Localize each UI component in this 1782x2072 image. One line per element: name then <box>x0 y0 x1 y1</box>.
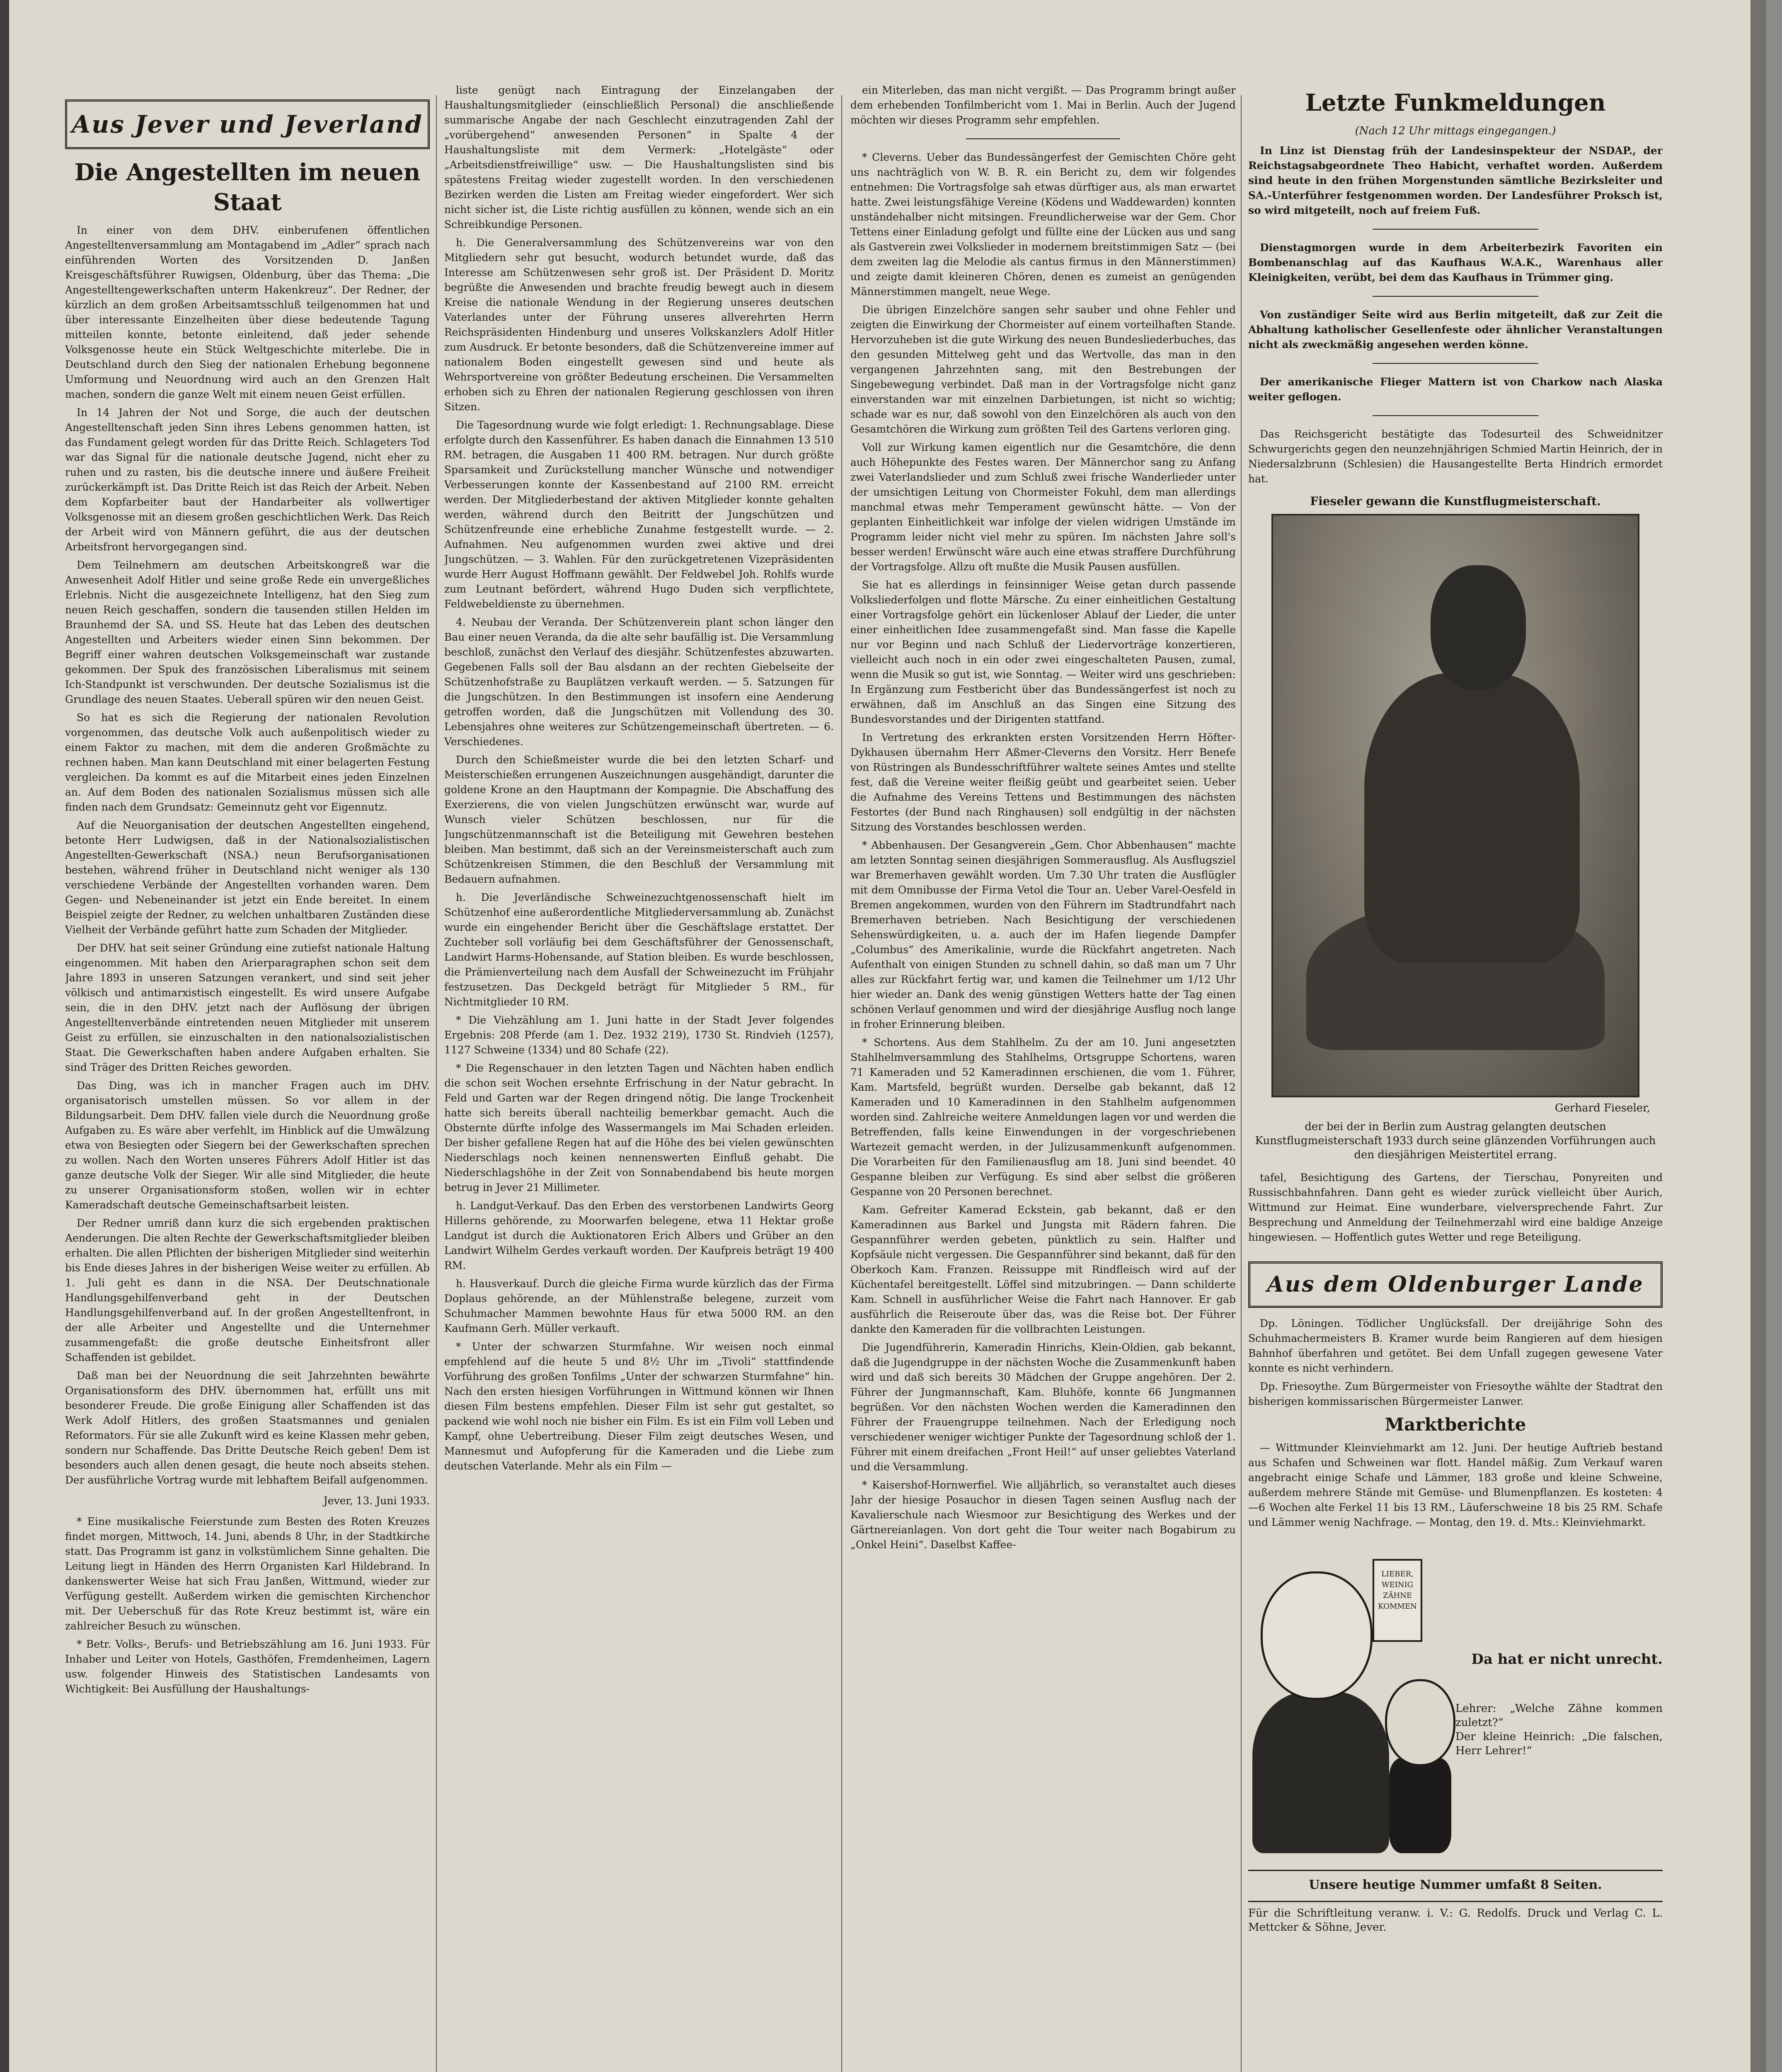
column-rule <box>841 95 842 2072</box>
headline-funkmeldungen: Letzte Funkmeldungen <box>1305 89 1606 116</box>
news-item: Sie hat es allerdings in feinsinniger Weise getan durch passende Volksliederfolgen und flotte Märsche. Zu einer einheitlichen Gestaltung einer Vortragsfolge gehört ein lückenloser Ablauf der Lieder, die unter einer einheitlichen Idee zusammengefaßt sind. Man fasse die Kapelle nur vor Beginn und nach Schluß der Liedervorträge konzertieren, vielleicht auch noch in ein oder zwei eingeschalteten Pausen, zumal, wenn die Musik so gut ist, wie Sonntag. — Weiter wird uns geschrieben: In Ergänzung zum Festbericht über das Bundessängerfest ist noch zu erwähnen, daß im Anschluß an das Singen eine Sitzung des Bundesvorstandes und der Dirigenten stattfand. <box>850 579 1236 725</box>
news-item: * Eine musikalische Feierstunde zum Besten des Roten Kreuzes findet morgen, Mittwoch, 14. Juni, abends 8 Uhr, in der Stadtkirche statt. Das Programm ist ganz in volkstümlichem Sinne gehalten. Die Leitung liegt in Händen des Herrn Organisten Karl Hildebrand. In dankenswerter Weise hat sich Frau Janßen, Wittmund, wieder zur Verfügung gestellt. Außerdem wirken die gemischten Kirchenchor mit. Der Ueberschuß für das Rote Kreuz bestimmt ist, wäre ein zahlreicher Besuch zu wünschen. <box>65 1515 430 1632</box>
news-item: h. Hausverkauf. Durch die gleiche Firma wurde kürzlich das der Firma Doplaus gehörende, an der Mühlenstraße belegene, zurzeit vom Schuhmacher Mammen bewohnte Haus für etwa 5000 RM. an den Kaufmann Gerh. Müller verkauft. <box>444 1278 834 1334</box>
scan-edge-left <box>0 0 9 2072</box>
article-paragraph: Der DHV. hat seit seiner Gründung eine zutiefst nationale Haltung eingenommen. Mit haben den Arierparagraphen schon seit dem Jahre 1893 in unseren Satzungen verankert, und sind seit jeher völkisch und antimarxistisch eingestellt. Es wird unsere Aufgabe sein, die in den DHV. jetzt nach der Auflösung der übrigen Angestelltenverbände eintretenden neuen Mitglieder mit unserem Geist zu erfüllen, sie einzuschalten in den nationalsozialistischen Staat. Die Gewerkschaften haben andere Aufgaben erhalten. Sie sind Träger des Dritten Reiches geworden. <box>65 942 430 1073</box>
column-1 <box>65 83 430 2072</box>
article-paragraph: Auf die Neuorganisation der deutschen Angestellten eingehend, betonte Herr Ludwigsen, daß in der Nationalsozialistischen Angestellten-Gewerkschaft (NSA.) neun Berufsorganisationen bestehen, während früher in Deutschland nicht weniger als 130 verschiedene Verbände der Angestellten vorhanden waren. Dem Gegen- und Nebeneinander ist jetzt ein Ende bereitet. In einem Beispiel zeigte der Redner, zu welchen unhaltbaren Zuständen diese Vielheit der Verbände geführt hatte zum Schaden der Mitglieder. <box>65 819 430 936</box>
article-paragraph: Daß man bei der Neuordnung die seit Jahrzehnten bewährte Organisationsform des DHV. übernommen hat, erfüllt uns mit besonderer Freude. Die große Einigung aller Schaffenden ist das Werk Adolf Hitlers, des großen Staatsmannes und genialen Reformators. Für sie alle Zukunft wird es keine Klassen mehr geben, sondern nur Schaffende. Das Dritte Deutsche Reich geben! Dem ist besonders auch allen denen gesagt, die heute noch abseits stehen. Der ausführliche Vortrag wurde mit lebhaftem Beifall aufgenommen. <box>65 1370 430 1486</box>
news-item: * Die Regenschauer in den letzten Tagen und Nächten haben endlich die schon seit Wochen ersehnte Erfrischung in der Natur gebracht. In Feld und Garten war der Regen dringend nötig. Die lange Trockenheit hatte sich bereits überall nachteilig bemerkbar gemacht. Auch die Obsternte dürfte infolge des Wassermangels im Mai Schaden erleiden. Der bisher gefallene Regen hat auf die Höhe des bei vielen gewünschten Niederschlags noch keinen nennenswerten Einfluß gehabt. Die Niederschlagshöhe in der Zeit von Sonnabendabend bis heute morgen betrug in Jever 21 Millimeter. <box>444 1062 834 1193</box>
news-item: Die übrigen Einzelchöre sangen sehr sauber und ohne Fehler und zeigten die Einwirkung der Chormeister auf einem vorteilhaften Stande. Hervorzuheben ist die gute Wirkung des neuen Bundesliederbuches, das den gesunden Mittelweg geht und das Wertvolle, das man in den vergangenen Jahrzehnten sang, mit den Bestrebungen der Singebewegung verbindet. Daß man in der Vortragsfolge nicht ganz einverstanden war mit einzelnen Darbietungen, ist nicht so wichtig; schade war es nur, daß sowohl von den Einzelchören als auch von den Gesamtchören die Wirkung zum größten Teil des Gartens verloren ging. <box>850 304 1236 435</box>
funk-subtitle: (Nach 12 Uhr mittags eingegangen.) <box>1355 125 1556 137</box>
column-2 <box>444 83 834 2072</box>
column-rule <box>436 95 437 2072</box>
cartoon-title: Da hat er nicht unrecht. <box>1471 1651 1663 1668</box>
news-item: Die Tagesordnung wurde wie folgt erledigt: 1. Rechnungsablage. Diese erfolgte durch den Kassenführer. Es haben danach die Einnahmen 13 510 RM. betragen, die Ausgaben 11 400 RM. betragen. Nur durch größte Sparsamkeit und Zurückstellung mancher Wünsche und notwendiger Verbesserungen konnte der Kassenbestand auf 2100 RM. erreicht werden. Der Mitgliederbestand der aktiven Mitglieder konnte gehalten werden, während durch den Beitritt der Jungschützen und Schützenfreunde eine erhebliche Zunahme festgestellt wurde. — 2. Aufnahmen. Neu aufgenommen wurden zwei aktive und drei Jungschützen. — 3. Wahlen. Für den zurückgetretenen Vizepräsidenten wurde Herr August Hoffmann gewählt. Der Feldwebel Joh. Rohlfs wurde zum Leutnant befördert, während Hugo Duden sich verpflichtete, Feldwebeldienste zu übernehmen. <box>444 419 834 610</box>
cartoon-boy-body <box>1389 1758 1451 1853</box>
separator <box>1373 296 1538 297</box>
separator <box>1373 229 1538 230</box>
news-item: * Unter der schwarzen Sturmfahne. Wir weisen noch einmal empfehlend auf die heute 5 und 8½ Uhr im „Tivoli“ stattfindende Vorführung des großen Tonfilms „Unter der schwarzen Sturmfahne“ hin. Nach den ersten hiesigen Vorführungen in Wittmund können wir Ihnen diesen Film bestens empfehlen. Dieser Film ist sehr gut gestaltet, so packend wie wohl noch nie bisher ein Film. Es ist ein Film voll Leben und Kampf, ohne Uebertreibung. Dieser Film zeigt deutsches Wesen, und Mannesmut und Aufopferung für die Kameraden und die Liebe zum deutschen Vaterlande. Mehr als ein Film — <box>444 1341 834 1472</box>
news-item: Dp. Löningen. Tödlicher Unglücksfall. Der dreijährige Sohn des Schuhmachermeisters B. Kramer wurde beim Rangieren auf dem hiesigen Bahnhof überfahren und getötet. Bei dem Unfall zugegen gewesene Vater konnte es nicht verhindern. <box>1248 1317 1663 1374</box>
headline-angestellte: Die Angestellten im neuen Staat <box>74 159 421 216</box>
news-item: h. Die Generalversammlung des Schützenvereins war von den Mitgliedern sehr gut besucht, wodurch betundet wurde, daß das Interesse am Schützenwesen sehr groß ist. Der Präsident D. Moritz begrüßte die Anwesenden und brachte freudig bewegt auch in diesem Kreise die nationale Wendung in der Regierung unseres deutschen Vaterlandes unter der Führung unseres allverehrten Herrn Reichspräsidenten Hindenburg und unseres Volkskanzlers Adolf Hitler zum Ausdruck. Er betonte besonders, daß die Schützenvereine immer auf nationalem Boden eingestellt gewesen sind und heute als Wehrsportvereine von größter Bedeutung erscheinen. Die Versammelten erhoben sich zu Ehren der nationalen Regierung geschlossen von ihren Sitzen. <box>444 237 834 413</box>
funk-item: Von zuständiger Seite wird aus Berlin mitgeteilt, daß zur Zeit die Abhaltung katholischer Gesellenfeste oder ähnlicher Veranstaltungen nicht als zweckmäßig angesehen werden könne. <box>1248 309 1663 351</box>
photo-figure-body <box>1364 673 1580 963</box>
column-rule <box>1241 95 1242 2072</box>
photo-caption: der bei der in Berlin zum Austrag gelangten deutschen Kunstflugmeisterschaft 1933 durch seine glänzenden Vorführungen auch den diesjährigen Meistertitel errang. <box>1255 1121 1656 1161</box>
news-item: h. Landgut-Verkauf. Das den Erben des verstorbenen Landwirts Georg Hillerns gehörende, zu Moorwarfen belegene, etwa 11 Hektar große Landgut ist durch die Auktionatoren Erich Albers und Grüber an den Landwirt Wilhelm Gerdes verkauft worden. Der Kaufpreis beträgt 19 400 RM. <box>444 1200 834 1271</box>
news-item: Die Jugendführerin, Kameradin Hinrichs, Klein-Oldien, gab bekannt, daß die Jugendgruppe in der nächsten Woche die Zusammenkunft haben wird und daß sich bereits 30 Mädchen der Gruppe angehören. Der 2. Führer der Jungmannschaft, Kam. Bluhöfe, konnte 66 Jungmannen begrüßen. Vor den nächsten Wochen werden die Kameradinnen den Führer der Frauengruppe teilnehmen. Nach der Erledigung noch verschiedener weniger wichtiger Punkte der Tagesordnung schloß der 1. Führer mit einem dreifachen „Front Heil!“ auf unser geliebtes Vaterland und die Versammlung. <box>850 1341 1236 1473</box>
section-header-jever: Aus Jever und Jeverland <box>65 99 430 149</box>
photo-title: Fieseler gewann die Kunstflugmeisterschaft. <box>1310 494 1601 508</box>
news-item: Voll zur Wirkung kamen eigentlich nur die Gesamtchöre, die denn auch Höhepunkte des Festes waren. Der Männerchor sang zu Anfang zwei Vaterlandslieder und zum Schluß zwei frische Wanderlieder unter der umsichtigen Leitung von Chormeister Fokuhl, dem man allerdings manchmal etwas mehr Temperament gewünscht hätte. — Von der geplanten Einheitlichkeit war infolge der vielen widrigen Umstände im Programm leider nicht viel mehr zu spüren. Im nächsten Jahre soll's besser werden! Erwünscht wäre auch eine etwas straffere Durchführung der Vortragsfolge. Allzu oft mußte die Musik Pausen ausfüllen. <box>850 441 1236 573</box>
column-3 <box>850 83 1236 2072</box>
news-item: * Betr. Volks-, Berufs- und Betriebszählung am 16. Juni 1933. Für Inhaber und Leiter von Hotels, Gasthöfen, Fremdenheimen, Lagern usw. folgender Hinweis des Statistischen Landesamts von Wichtigkeit: Bei Ausfüllung der Haushaltungs- <box>65 1638 430 1695</box>
article-paragraph: So hat es sich die Regierung der nationalen Revolution vorgenommen, das deutsche Volk auch außenpolitisch wieder zu einem Faktor zu machen, mit dem die anderen Großmächte zu rechnen haben. Man kann Deutschland mit einer belagerten Festung vergleichen. Da kommt es auf die Mitarbeit eines jeden Einzelnen an. Auf dem Boden des nationalen Sozialismus müssen sich alle finden nach dem Grundsatz: Gemeinnutz geht vor Eigennutz. <box>65 712 430 813</box>
cartoon-boy-face <box>1385 1679 1455 1766</box>
cartoon-teacher-face <box>1261 1571 1373 1700</box>
article-paragraph: In 14 Jahren der Not und Sorge, die auch der deutschen Angestelltenschaft jeden Sinn ihres Lebens genommen hatten, ist das Fundament gelegt worden für das Dritte Reich. Schlageters Tod war das Signal für die nationale deutsche Jugend, nicht eher zu ruhen und zu rasten, bis die deutsche innere und äußere Freiheit zurückerkämpft ist. Das Dritte Reich ist das Reich der Arbeit. Neben dem Kopfarbeiter baut der Handarbeiter als vollwertiger Volksgenosse mit an diesem großen geschichtlichen Werk. Das Reich der Arbeit wird von Männern geführt, die aus der deutschen Arbeitsfront hervorgegangen sind. <box>65 407 430 553</box>
news-item: * Die Viehzählung am 1. Juni hatte in der Stadt Jever folgendes Ergebnis: 208 Pferde (am 1. Dez. 1932 219), 1730 St. Rindvieh (1257), 1127 Schweine (1334) und 80 Schafe (22). <box>444 1014 834 1056</box>
article-paragraph: tafel, Besichtigung des Gartens, der Tierschau, Ponyreiten und Russischbahnfahren. Dann geht es wieder zurück vielleicht über Aurich, Wittmund zur Heimat. Eine wunderbare, vielversprechende Fahrt. Zur Besprechung und Anmeldung der Teilnehmerzahl wird eine baldige Anzeige hingewiesen. — Hoffentlich gutes Wetter und rege Beteiligung. <box>1248 1172 1663 1243</box>
news-item: * Abbenhausen. Der Gesangverein „Gem. Chor Abbenhausen“ machte am letzten Sonntag seinen diesjährigen Sommerausflug. Als Ausflugsziel war Bremerhaven gewählt worden. Um 7.30 Uhr traten die Ausflügler mit dem Omnibusse der Firma Vetol die Tour an. Ueber Varel-Oesfeld in Bremen angekommen, wurden von den Führern im Stadtrundfahrt nach Bremerhaven betrieben. Nach Besichtigung der verschiedenen Sehenswürdigkeiten, u. a. auch der im Hafen liegende Dampfer „Columbus“ des Amerikalinie, wurde die Rückfahrt angetreten. Nach Aufenthalt von einigen Stunden zu schnell dahin, so daß man um 7 Uhr alles zur Rückfahrt fertig war, und kamen die Teilnehmer um 1/12 Uhr hier wieder an. Dank des wenig günstigen Wetters hatte der Tag einen schönen Verlauf genommen und wird der diesjährige Ausflug noch lange in froher Erinnerung bleiben. <box>850 839 1236 1030</box>
section-header-oldenburg: Aus dem Oldenburger Lande <box>1248 1261 1663 1308</box>
cartoon-sign: LIEBER, WEINIG ZÄHNE KOMMEN <box>1373 1559 1422 1642</box>
news-item: h. Die Jeverländische Schweinezuchtgenossenschaft hielt im Schützenhof eine außerordentliche Mitgliederversammlung ab. Zunächst wurde ein eingehender Bericht über die Geschäftslage erstattet. Der Zuchteber soll vorläufig bei dem Geschäftsführer der Genossenschaft, Landwirt Harms-Hohensande, auf Station bleiben. Es wurde beschlossen, die Prämienverteilung nach dem Ausfall der Schweinezucht im Frühjahr festzusetzen. Das Deckgeld beträgt für Mitglieder 5 RM., für Nichtmitglieder 10 RM. <box>444 891 834 1008</box>
news-item: Dp. Friesoythe. Zum Bürgermeister von Friesoythe wählte der Stadtrat den bisherigen kommissarischen Bürgermeister Lanwer. <box>1248 1380 1663 1407</box>
article-paragraph: liste genügt nach Eintragung der Einzelangaben der Haushaltungsmitglieder (einschließlich Personal) die anschließende summarische Angabe der nach Geschlecht einzutragenden Zahl der „vorübergehend“ anwesenden Personen“ in Spalte 4 der Haushaltungsliste mit dem Vermerk: „Hotelgäste“ oder „Arbeitsdienstfreiwillige“ usw. — Die Haushaltungslisten sind bis spätestens Freitag wieder zugestellt worden. In den verschiedenen Bezirken werden die Listen am Freitag wieder eingefordert. Wer sich nicht sicher ist, die Liste richtig ausfüllen zu können, wende sich an ein Schreibkundige Personen. <box>444 84 834 230</box>
news-item: Kam. Gefreiter Kamerad Eckstein, gab bekannt, daß er den Kameradinnen aus Barkel und Jungsta mit Rädern fahren. Die Gespannführer werden gebeten, pünktlich zu sein. Halfter und Kopfsäule nicht vergessen. Die Gespannführer sind bekannt, daß für den Oberkoch Kam. Franzen. Reissuppe mit Rindfleisch wird auf der Küchentafel bereitgestellt. Löffel sind mitzubringen. — Dann schilderte Kam. Schnell in ausführlicher Weise die Fahrt nach Hannover. Er gab ausführlich die Reiseroute über das, was die Reise bot. Der Führer dankte den Kameraden für die vollbrachten Leistungen. <box>850 1204 1236 1335</box>
news-item: * Schortens. Aus dem Stahlhelm. Zu der am 10. Juni angesetzten Stahlhelmversammlung des Stahlhelms, Ortsgruppe Schortens, waren 71 Kameraden und 52 Kameradinnen erschienen, die vom 1. Führer, Kam. Martsfeld, begrüßt wurden. Derselbe gab bekannt, daß 12 Kameraden und 10 Kameradinnen in den Stahlhelm aufgenommen worden sind. Zahlreiche weitere Anmeldungen lagen vor und werden die Betreffenden, falls keine Einwendungen in der vorgeschriebenen Wartezeit gemacht werden, in der Julizusammenkunft aufgenommen. Die Vorarbeiten für den Familienausflug am 18. Juni sind beendet. 40 Gespanne bleiben zur Verfügung. Es sind aber selbst die größeren Gespanne von 20 Personen berechnet. <box>850 1036 1236 1198</box>
dateline: Jever, 13. Juni 1933. <box>323 1495 430 1507</box>
article-paragraph: Dem Teilnehmern am deutschen Arbeitskongreß war die Anwesenheit Adolf Hitler und seine große Rede ein unvergeßliches Erlebnis. Nicht die ausgezeichnete Intelligenz, hat den Sieg zum neuen Reich geschaffen, sondern die tausenden stillen Helden im Braunhemd der SA. und SS. Heute hat das Leben des deutschen Angestellten und Arbeiters wieder einen Sinn bekommen. Der Begriff einer wahren deutschen Volksgemeinschaft war zustande gekommen. Der Spuk des französischen Liberalismus mit seinem Ich-Standpunkt ist verschwunden. Der deutsche Sozialismus ist die Grundlage des neuen Staates. Ueberall spüren wir den neuen Geist. <box>65 559 430 705</box>
article-paragraph: Das Ding, was ich in mancher Fragen auch im DHV. organisatorisch umstellen müssen. So vor allem in der Bildungsarbeit. Dem DHV. fallen viele durch die Neuordnung große Aufgaben zu. Es wäre aber verfehlt, im Hinblick auf die Umwälzung etwa von Besiegten oder Siegern bei der Gewerkschaften sprechen zu wollen. Nach den Worten unseres Führers Adolf Hitler ist das ganze deutsche Volk der Sieger. Wir alle sind Mitglieder, die heute zu unserer Organisationsform stoßen, wollen wir in echter Kameradschaft deutsche Gemeinschaftsarbeit leisten. <box>65 1080 430 1211</box>
photo-figure-head <box>1431 565 1526 690</box>
imprint: Für die Schriftleitung veranw. i. V.: G. Redolfs. Druck und Verlag C. L. Mettcker & Söhne, Jever. <box>1248 1901 1663 1934</box>
funk-item: Das Reichsgericht bestätigte das Todesurteil des Schweidnitzer Schwurgerichts gegen den neunzehnjährigen Schmied Martin Heinrich, der in Niedersalzbrunn (Schlesien) die Hausangestellte Berta Hindrich ermordet hat. <box>1248 428 1663 485</box>
article-paragraph: ein Miterleben, das man nicht vergißt. — Das Programm bringt außer dem erhebenden Tonfilmbericht vom 1. Mai in Berlin. Auch der Jugend möchten wir dieses Programm sehr empfehlen. <box>850 84 1236 126</box>
cartoon-teacher-line: Lehrer: „Welche Zähne kommen zuletzt?“ <box>1455 1702 1663 1729</box>
funk-item: In Linz ist Dienstag früh der Landesinspekteur der NSDAP., der Reichstagsabgeordnete Theo Habicht, verhaftet worden. Außerdem sind heute in den frühen Morgenstunden sämtliche Bezirksleiter und SA.-Unterführer festgenommen worden. Der Landesführer Proksch ist, so wird mitgeteilt, noch auf freiem Fuß. <box>1248 145 1663 216</box>
news-item: 4. Neubau der Veranda. Der Schützenverein plant schon länger den Bau einer neuen Veranda, da die alte sehr baufällig ist. Die Versammlung beschloß, zunächst den Verlauf des diesjähr. Schützenfestes abzuwarten. Gegebenen Falls soll der Bau alsdann an der rechten Giebelseite der Schützenhofstraße zu Bauplätzen verkauft werden. — 5. Satzungen für die Jungschützen. In den Bestimmungen ist insofern eine Aenderung getroffen worden, daß die Jungschützen mit Vollendung des 30. Lebensjahres ohne weiteres zur Schützengemeinschaft übertreten. — 6. Verschiedenes. <box>444 616 834 748</box>
cartoon-pupil-line: Der kleine Heinrich: „Die falschen, Herr Lehrer!“ <box>1455 1731 1663 1757</box>
separator <box>1373 363 1538 364</box>
cartoon-text <box>1455 1650 1663 1758</box>
cartoon-teacher-body <box>1252 1692 1389 1853</box>
article-paragraph: In einer von dem DHV. einberufenen öffentlichen Angestelltenversammlung am Montagabend im „Adler“ sprach nach einführenden Worten des Vorsitzenden D. Janßen Kreisgeschäftsführer Ruwigsen, Oldenburg, über das Thema: „Die Angestelltengewerkschaften unterm Hakenkreuz“. Der Redner, der kürzlich an dem großen Arbeitsamtsschluß teilgenommen hat und über interessante Einzelheiten über diese bedeutende Tagung mitteilen konnte, betonte einleitend, daß jeder sehende Volksgenosse heute ein Stück Weltgeschichte miterlebe. Die in Deutschland durch den Sieg der nationalen Erhebung begonnene Umformung und Neuordnung wird auch an den Grenzen Halt machen, sondern die ganze Welt mit einem neuen Geist erfüllen. <box>65 224 430 400</box>
article-paragraph: Der Redner umriß dann kurz die sich ergebenden praktischen Aenderungen. Die alten Rechte der Gewerkschaftsmitglieder bleiben erhalten. Die allen Pflichten der bisherigen Mitglieder sind weiterhin bis Ende dieses Jahres in der bisherigen Weise weiter zu erfüllen. Ab 1. Juli geht es dann in die NSA. Der Deutschnationale Handlungsgehilfenverband geht in der Deutschen Handlungsgehilfenverband auf. In der großen Angestelltenfront, in der alle Arbeiter und Angestellte und die Unternehmer zusammengefaßt: die große deutsche Einheitsfront aller Schaffenden ist gebildet. <box>65 1217 430 1363</box>
separator <box>1373 415 1538 416</box>
funk-item: Dienstagmorgen wurde in dem Arbeiterbezirk Favoriten ein Bombenanschlag auf das Kaufhaus W.A.K., Warenhaus aller Kleinigkeiten, verübt, bei dem das Kaufhaus in Trümmer ging. <box>1248 242 1663 283</box>
page-count-notice: Unsere heutige Nummer umfaßt 8 Seiten. <box>1248 1870 1663 1893</box>
news-item: * Kaisershof-Hornwerfiel. Wie alljährlich, so veranstaltet auch dieses Jahr der hiesige Posauchor in diesen Tagen seinen Ausflug nach der Kavalierschule nach Wiesmoor zur Besichtigung des Werkes und der Gärtnereianlagen. Von dort geht die Tour weiter nach Bogabirum zu „Onkel Heini“. Daselbst Kaffee- <box>850 1479 1236 1551</box>
separator <box>966 138 1120 139</box>
scan-edge-right <box>1751 0 1766 2072</box>
news-item: * Cleverns. Ueber das Bundessängerfest der Gemischten Chöre geht uns nachträglich von W. B. R. ein Bericht zu, dem wir folgendes entnehmen: Die Vortragsfolge sah etwas dürftiger aus, als man erwartet hatte. Zwei leistungsfähige Vereine (Ködens und Waddewarden) konnten unständehalber nicht mitsingen. Freundlicherweise war der Gem. Chor Tettens einer Einladung gefolgt und füllte eine der Lücken aus und sang als Gastverein zwei Volkslieder in modernem breitstimmigen Satz — (bei dem zweiten lag die Melodie als cantus firmus in den Männerstimmen) und zeigte damit kleineren Chören, denen es zumeist an genügenden Männerstimmen mangelt, neue Wege. <box>850 151 1236 298</box>
funk-item: Der amerikanische Flieger Mattern ist von Charkow nach Alaska weiter geflogen. <box>1248 376 1663 403</box>
news-item: In Vertretung des erkrankten ersten Vorsitzenden Herrn Höfter-Dykhausen übernahm Herr Aßmer-Cleverns den Vorsitz. Herr Benefe von Rüstringen als Bundesschriftführer waltete seines Amtes und stellte fest, daß die Vereine weiter fleißig geübt und gearbeitet seien. Ueber die Aufnahme des Vereins Tettens und Bestimmungen des nächsten Festortes (der Bund nach Ringhausen) soll endgültig in der nächsten Sitzung des Vorstandes beschlossen werden. <box>850 731 1236 833</box>
portrait-photo <box>1271 514 1639 1097</box>
market-report: — Wittmunder Kleinviehmarkt am 12. Juni. Der heutige Auftrieb bestand aus Schafen und Schweinen war flott. Handel mäßig. Zum Verkauf waren angebracht einige Schafe und Lämmer, 183 große und kleine Schweine, außerdem mehrere Stände mit Gemüse- und Blumenpflanzen. Es kosteten: 4—6 Wochen alte Ferkel 11 bis 13 RM., Läuferschweine 18 bis 25 RM. Schafe und Lämmer wenig Nachfrage. — Montag, den 19. d. Mts.: Kleinviehmarkt. <box>1248 1442 1663 1528</box>
column-4 <box>1248 83 1663 2072</box>
headline-marktberichte: Marktberichte <box>1385 1414 1526 1435</box>
news-item: Durch den Schießmeister wurde die bei den letzten Scharf- und Meisterschießen errungenen Auszeichnungen ausgehändigt, darunter die goldene Krone an den Hauptmann der Kompagnie. Die Abschaffung des Exerzierens, die von vielen Jungschützen erwünscht war, wurde auf Wunsch vieler Schützen beschlossen, nur für die Jungschützenmannschaft ist die Beteiligung mit Gewehren bestehen bleiben. Man bestimmt, daß sich an der Vereinsmeisterschaft auch zum Schützenkreisen Stimmen, die den Beschluß der Versammlung mit Bedauern aufnahmen. <box>444 754 834 885</box>
photo-name: Gerhard Fieseler, <box>1554 1102 1650 1114</box>
cartoon <box>1248 1542 1663 1857</box>
newspaper-page <box>9 0 1766 2072</box>
